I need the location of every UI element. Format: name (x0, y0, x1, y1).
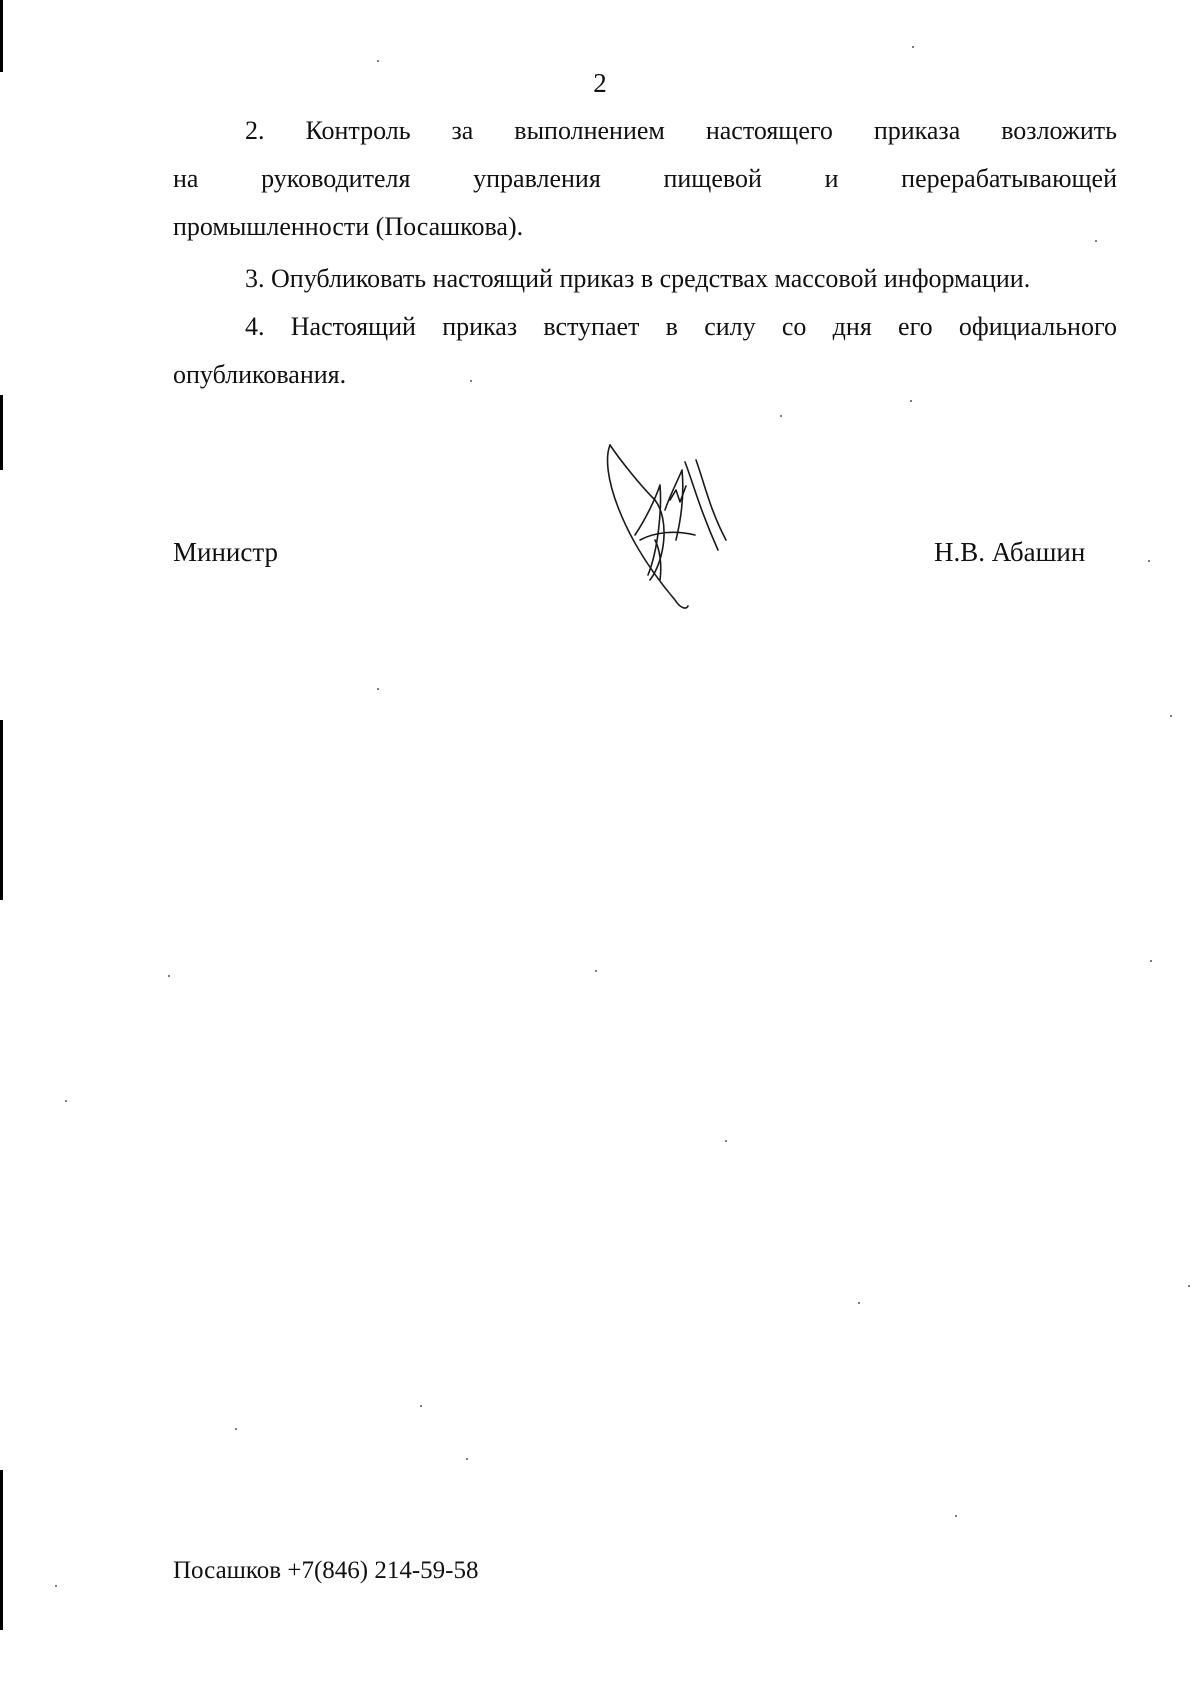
scan-speck (377, 688, 379, 690)
scan-speck (595, 970, 597, 972)
paragraph-line: 4. Настоящий приказ вступает в силу со дня его официального (245, 312, 1117, 341)
scan-speck (910, 400, 912, 402)
scan-speck (912, 46, 914, 48)
handwritten-signature (600, 440, 750, 615)
paragraph-line: промышленности (Посашкова). (173, 212, 524, 241)
scan-speck (1148, 560, 1150, 562)
scan-speck (1150, 960, 1152, 962)
scan-speck (1170, 715, 1172, 717)
scan-edge-mark (0, 1470, 3, 1630)
scan-speck (858, 1302, 860, 1304)
scan-speck (377, 60, 379, 62)
scan-speck (420, 1405, 422, 1407)
scan-edge-mark (0, 0, 3, 72)
paragraph-line: опубликования. (173, 360, 347, 389)
paragraph-4 (173, 303, 1117, 399)
scan-speck (466, 1458, 468, 1460)
scan-speck (780, 415, 782, 417)
signatory-name: Н.В. Абашин (934, 537, 1086, 567)
paragraph-line: 3. Опубликовать настоящий приказ в средствах массовой информации. (245, 264, 1031, 293)
scan-speck (1095, 240, 1097, 242)
signatory-role: Министр (173, 537, 278, 567)
scan-edge-mark (0, 720, 3, 900)
scan-speck (168, 975, 170, 977)
page-number: 2 (593, 68, 607, 98)
contact-line: Посашков +7(846) 214-59-58 (173, 1557, 479, 1584)
paragraph-line: 2. Контроль за выполнением настоящего приказа возложить (245, 116, 1117, 145)
scan-speck (235, 1428, 237, 1430)
scan-speck (55, 1585, 57, 1587)
scan-speck (470, 380, 472, 382)
scan-speck (1188, 1285, 1190, 1287)
scan-speck (65, 1100, 67, 1102)
paragraph-line: на руководителя управления пищевой и перерабатывающей (173, 164, 1117, 193)
paragraph-2 (173, 107, 1117, 251)
scan-speck (725, 1140, 727, 1142)
scan-edge-mark (0, 395, 3, 470)
scan-speck (955, 1515, 957, 1517)
paragraph-3 (173, 255, 1117, 303)
